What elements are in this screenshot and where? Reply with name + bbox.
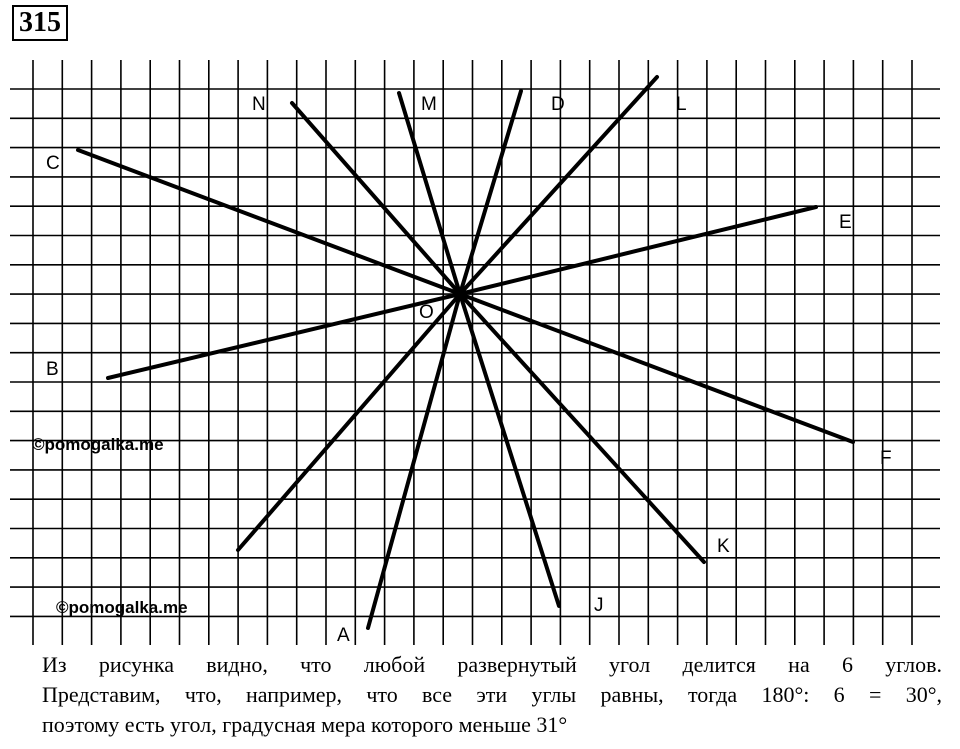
label-D: D xyxy=(551,94,565,115)
label-K: K xyxy=(717,536,730,557)
ray-D xyxy=(460,91,521,294)
label-E: E xyxy=(839,212,852,233)
label-F: F xyxy=(880,448,892,469)
solution-line: Представим, что, например, что все эти углы равны, тогда 180°: 6 = 30°, xyxy=(42,682,942,707)
ray-J xyxy=(460,294,559,606)
ray-B xyxy=(108,294,460,378)
solution-line: Из рисунка видно, что любой развернутый угол делится на 6 углов. xyxy=(42,652,942,677)
ray-C xyxy=(78,150,460,294)
solution-text xyxy=(42,650,942,740)
label-C: C xyxy=(46,153,60,174)
ray-K xyxy=(460,294,704,562)
ray-E xyxy=(460,207,816,294)
label-M: M xyxy=(421,94,437,115)
label-A: A xyxy=(337,625,350,645)
label-B: B xyxy=(46,359,59,380)
watermark: ©pomogalka.me xyxy=(56,598,188,617)
watermark: ©pomogalka.me xyxy=(32,435,164,454)
ray-M xyxy=(399,93,460,294)
solution-line: поэтому есть угол, градусная мера которого меньше 31° xyxy=(42,712,568,737)
problem-number: 315 xyxy=(12,5,68,41)
label-L: L xyxy=(676,94,687,115)
label-J: J xyxy=(594,595,604,616)
label-O: O xyxy=(419,302,434,323)
grid xyxy=(10,60,940,645)
label-N: N xyxy=(252,94,266,115)
